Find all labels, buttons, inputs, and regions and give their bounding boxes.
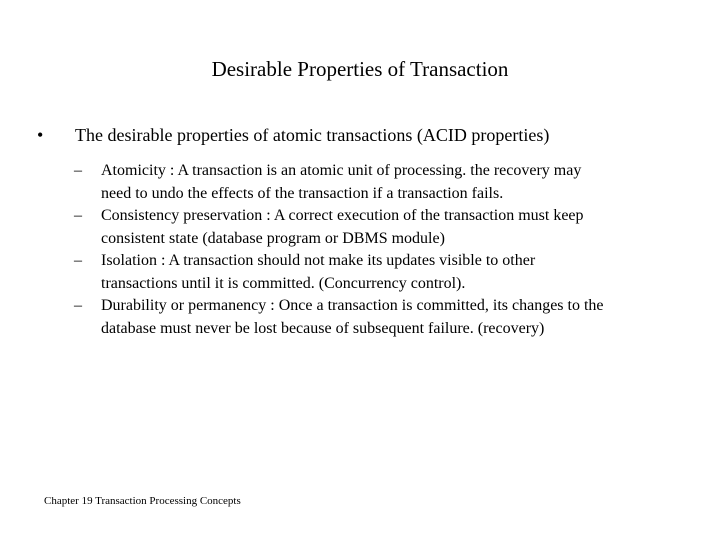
sub-item-line: Isolation : A transaction should not make its updates visible to other xyxy=(101,252,536,269)
bullet-text: The desirable properties of atomic transactions (ACID properties) xyxy=(75,125,550,145)
sub-item-line: Consistency preservation : A correct execution of the transaction must keep xyxy=(101,207,584,224)
sub-item-atomicity xyxy=(74,160,714,205)
sub-item-line: Atomicity : A transaction is an atomic unit of processing. the recovery may xyxy=(101,162,582,179)
sub-item-line: transactions until it is committed. (Concurrency control). xyxy=(101,274,466,292)
bullet-marker: • xyxy=(37,125,44,145)
sub-item-line: need to undo the effects of the transaction if a transaction fails. xyxy=(101,184,504,202)
dash-marker: – xyxy=(74,162,82,179)
dash-marker: – xyxy=(74,297,82,314)
dash-marker: – xyxy=(74,252,82,269)
slide-footer: Chapter 19 Transaction Processing Concepts xyxy=(44,495,241,507)
dash-marker: – xyxy=(74,207,82,224)
sub-item-durability xyxy=(74,295,714,340)
sub-item-line: Durability or permanency : Once a transaction is committed, its changes to the xyxy=(101,297,604,314)
sub-item-line: consistent state (database program or DBMS module) xyxy=(101,229,445,247)
slide-title: Desirable Properties of Transaction xyxy=(211,57,509,81)
sub-bullet-list xyxy=(74,160,714,340)
sub-item-consistency xyxy=(74,205,714,250)
sub-item-line: database must never be lost because of subsequent failure. (recovery) xyxy=(101,319,545,337)
sub-item-isolation xyxy=(74,250,714,295)
